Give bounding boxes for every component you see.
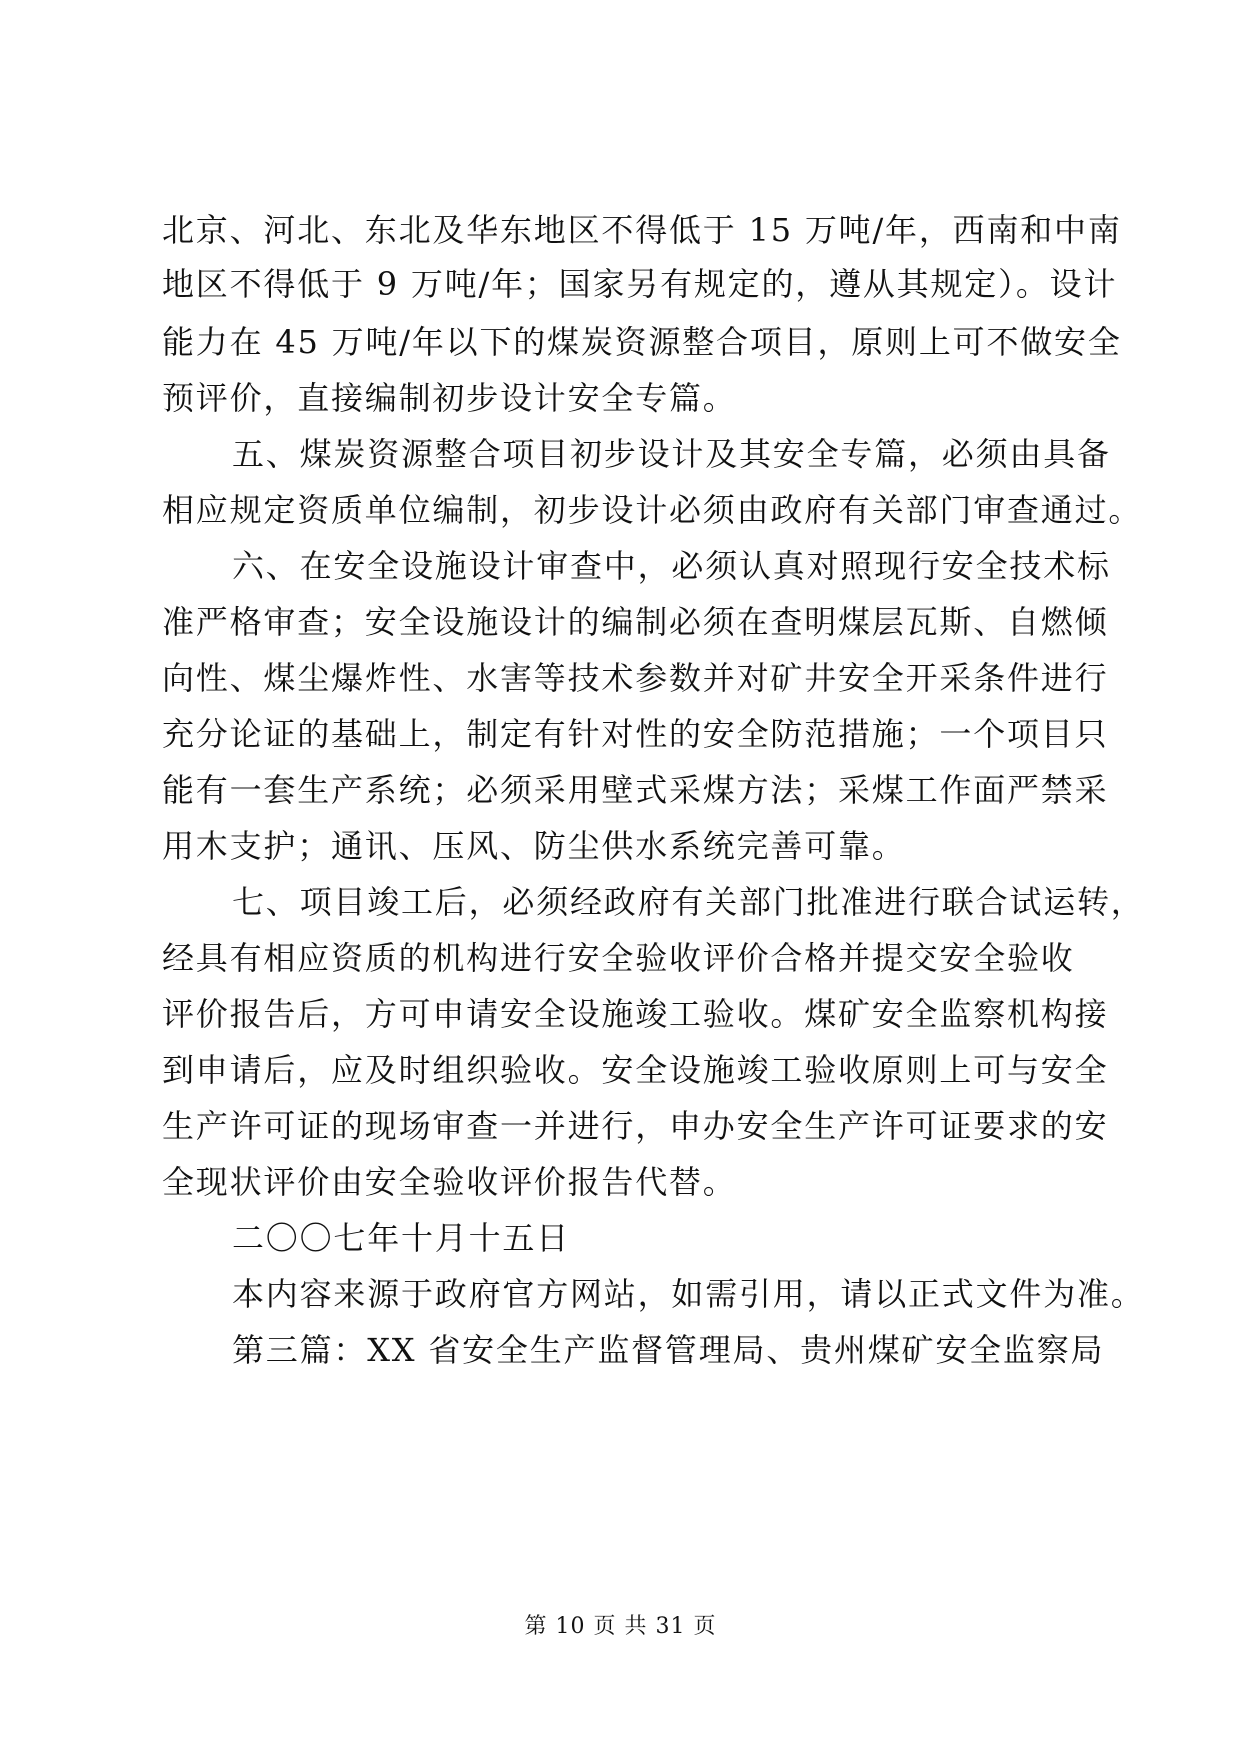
paragraph-6-line-5: 能有一套生产系统；必须采用壁式采煤方法；采煤工作面严禁采 — [162, 771, 1109, 809]
paragraph-6-line-4: 充分论证的基础上，制定有针对性的安全防范措施；一个项目只 — [162, 715, 1109, 753]
body-line-2: 地区不得低于 9 万吨/年；国家另有规定的，遵从其规定）。设计 — [162, 265, 1118, 303]
paragraph-7-line-4: 到申请后，应及时组织验收。安全设施竣工验收原则上可与安全 — [162, 1051, 1109, 1089]
document-date: 二〇〇七年十月十五日 — [232, 1219, 571, 1257]
page-number-footer: 第 10 页 共 31 页 — [524, 1614, 717, 1639]
paragraph-5-line-1: 五、煤炭资源整合项目初步设计及其安全专篇，必须由具备 — [232, 435, 1111, 473]
body-line-1: 北京、河北、东北及华东地区不得低于 15 万吨/年，西南和中南 — [162, 211, 1122, 249]
paragraph-7-line-5: 生产许可证的现场审查一并进行，申办安全生产许可证要求的安 — [162, 1107, 1109, 1145]
paragraph-7-line-2: 经具有相应资质的机构进行安全验收评价合格并提交安全验收 — [162, 939, 1075, 977]
paragraph-6-line-2: 准严格审查；安全设施设计的编制必须在查明煤层瓦斯、自燃倾 — [162, 603, 1109, 641]
paragraph-5-line-2: 相应规定资质单位编制，初步设计必须由政府有关部门审查通过。 — [162, 491, 1143, 529]
paragraph-6-line-3: 向性、煤尘爆炸性、水害等技术参数并对矿井安全开采条件进行 — [162, 659, 1109, 697]
source-note: 本内容来源于政府官方网站，如需引用，请以正式文件为准。 — [232, 1275, 1145, 1313]
next-section-heading: 第三篇：XX 省安全生产监督管理局、贵州煤矿安全监察局 — [232, 1331, 1105, 1369]
paragraph-7-line-1: 七、项目竣工后，必须经政府有关部门批准进行联合试运转， — [232, 883, 1145, 921]
paragraph-6-line-1: 六、在安全设施设计审查中，必须认真对照现行安全技术标 — [232, 547, 1111, 585]
body-line-3: 能力在 45 万吨/年以下的煤炭资源整合项目，原则上可不做安全 — [162, 323, 1122, 361]
paragraph-7-line-3: 评价报告后，方可申请安全设施竣工验收。煤矿安全监察机构接 — [162, 995, 1109, 1033]
paragraph-6-line-6: 用木支护；通讯、压风、防尘供水系统完善可靠。 — [162, 827, 906, 865]
paragraph-7-line-6: 全现状评价由安全验收评价报告代替。 — [162, 1163, 737, 1201]
body-line-4: 预评价，直接编制初步设计安全专篇。 — [162, 379, 737, 417]
